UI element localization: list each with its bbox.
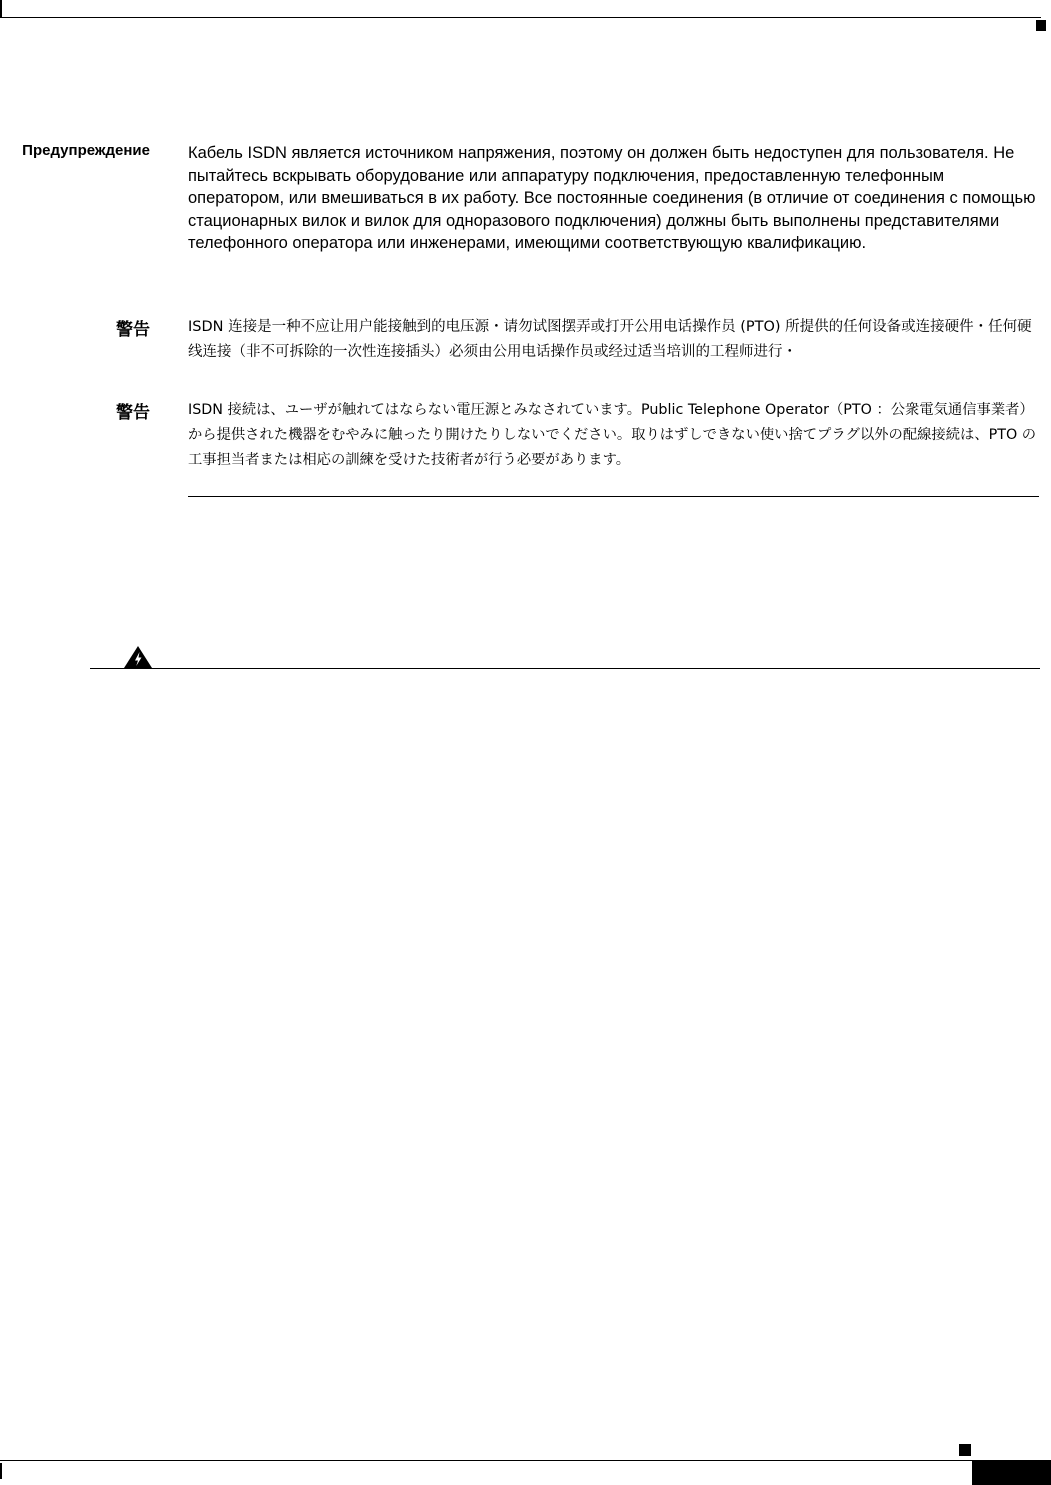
warning-text: ISDN 接続は、ユーザが触れてはならない電圧源とみなされています。Public Telephone Operator（PTO ：公衆電気通信事業者）から提供された機器をむやみに触ったり開けたりしないでください。取りはずしできない使い捨てプラグ以外の配線接続は、PTO の工事担当者または相応の訓練を受けた技術者が行う必要があります。 (188, 402, 1037, 468)
footer-rule (0, 1460, 972, 1461)
header-rule (0, 17, 1041, 18)
warning-text: Кабель ISDN является источником напряжения, поэтому он должен быть недоступен для пользователя. Не пытайтесь вскрывать оборудование или аппаратуру подключения, предоставленную телефонным оператором, или вмешиваться в их работу. Все постоянные соединения (в отличие от соединения с помощью стационарных вилок и вилок для одноразового подключения) должны быть выполнены представителями телефонного оператора или инженерами, имеющими соответствующую квалификацию. (188, 144, 1036, 253)
header-marker (1036, 20, 1046, 31)
next-warning-rule (90, 668, 1040, 669)
warning-end-rule (188, 496, 1039, 497)
warning-text: ISDN 连接是一种不应让用户能接触到的电压源・请勿试图摆弄或打开公用电话操作员 (PTO) 所提供的任何设备或连接硬件・任何硬线连接（非不可拆除的一次性连接插头）必须由公用电话操作员或经过适当培训的工程师进行・ (188, 319, 1032, 360)
bottom-crop-mark (0, 1463, 2, 1479)
footer-marker (959, 1444, 971, 1456)
page-number-tab (972, 1460, 1051, 1485)
warning-triangle-icon (123, 645, 153, 669)
top-crop-mark (0, 0, 2, 18)
warning-label: Предупреждение (22, 142, 150, 159)
warning-label: 警告 (116, 403, 150, 423)
warning-label: 警告 (116, 320, 150, 340)
